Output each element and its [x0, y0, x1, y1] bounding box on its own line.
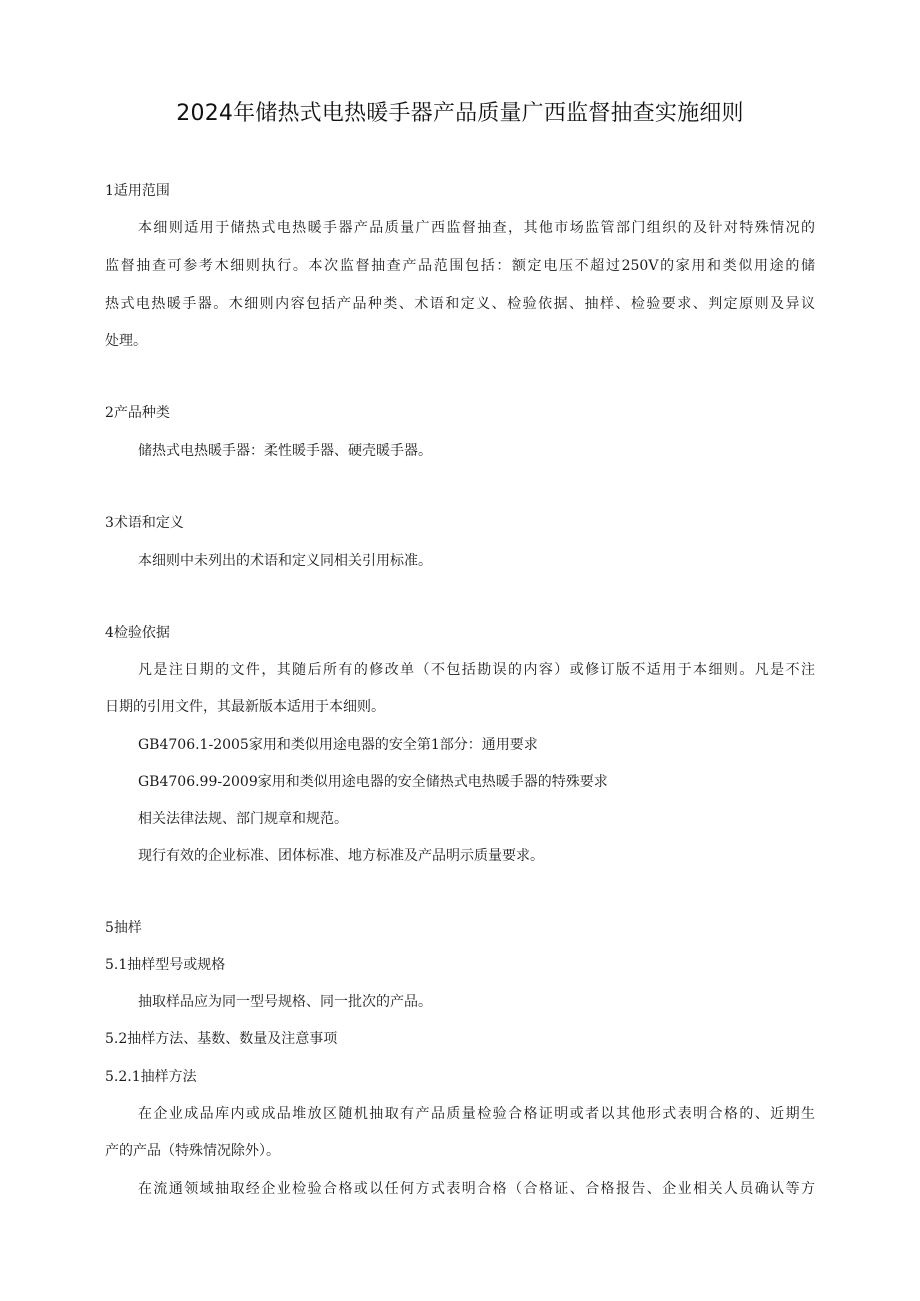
section-1-para-line-2: 监督抽查可参考木细则执行。本次监督抽查产品范围包括：额定电压不超过250V的家用和类似用途的储 — [105, 258, 815, 274]
subsection-5-2-1-heading: 5.2.1抽样方法 — [105, 1069, 197, 1085]
document-title: 2024年储热式电热暖手器产品质量广西监督抽查实施细则 — [176, 101, 744, 126]
section-3-para: 本细则中未列出的术语和定义同相关引用标准。 — [138, 553, 432, 569]
enterprise-standards-line: 现行有效的企业标准、团体标准、地方标准及产品明示质量要求。 — [138, 848, 544, 864]
subsection-5-2-1-para-1-line-2: 产的产品（特殊情况除外）。 — [105, 1143, 280, 1159]
standard-gb4706-99: GB4706.99-2009家用和类似用途电器的安全储热式电热暖手器的特殊要求 — [138, 774, 608, 790]
subsection-5-1-heading: 5.1抽样型号或规格 — [105, 957, 226, 973]
section-3-heading: 3术语和定义 — [105, 515, 184, 531]
laws-regulations-line: 相关法律法规、部门规章和规范。 — [138, 811, 348, 827]
subsection-5-2-1-para-1-line-1: 在企业成品库内或成品堆放区随机抽取有产品质量检验合格证明或者以其他形式表明合格的、近期生 — [138, 1106, 815, 1122]
subsection-5-1-para: 抽取样品应为同一型号规格、同一批次的产品。 — [138, 994, 432, 1010]
section-5-heading: 5抽样 — [105, 920, 142, 936]
subsection-5-2-1-para-2-line-1: 在流通领域抽取经企业检验合格或以任何方式表明合格（合格证、合格报告、企业相关人员确认等方 — [138, 1181, 815, 1197]
section-4-heading: 4检验依据 — [105, 625, 170, 641]
section-1-para-line-1: 本细则适用于储热式电热暖手器产品质量广西监督抽查，其他市场监管部门组织的及针对特殊情况的 — [138, 220, 815, 236]
section-2-heading: 2产品种类 — [105, 405, 170, 421]
section-2-para: 储热式电热暖手器：柔性暖手器、硬壳暖手器。 — [138, 443, 432, 459]
subsection-5-2-heading: 5.2抽样方法、基数、数量及注意事项 — [105, 1031, 338, 1047]
section-4-para-line-1: 凡是注日期的文件，其随后所有的修改单（不包括勘误的内容）或修订版不适用于本细则。凡是不注 — [138, 662, 815, 678]
section-1-para-line-4: 处理。 — [105, 333, 147, 349]
standard-gb4706-1: GB4706.1-2005家用和类似用途电器的安全第1部分：通用要求 — [138, 737, 538, 753]
section-1-heading: 1适用范围 — [105, 183, 170, 199]
section-4-para-line-2: 日期的引用文件，其最新版本适用于本细则。 — [105, 699, 385, 715]
section-1-para-line-3: 热式电热暖手器。木细则内容包括产品种类、术语和定义、检验依据、抽样、检验要求、判定原则及异议 — [105, 296, 815, 312]
